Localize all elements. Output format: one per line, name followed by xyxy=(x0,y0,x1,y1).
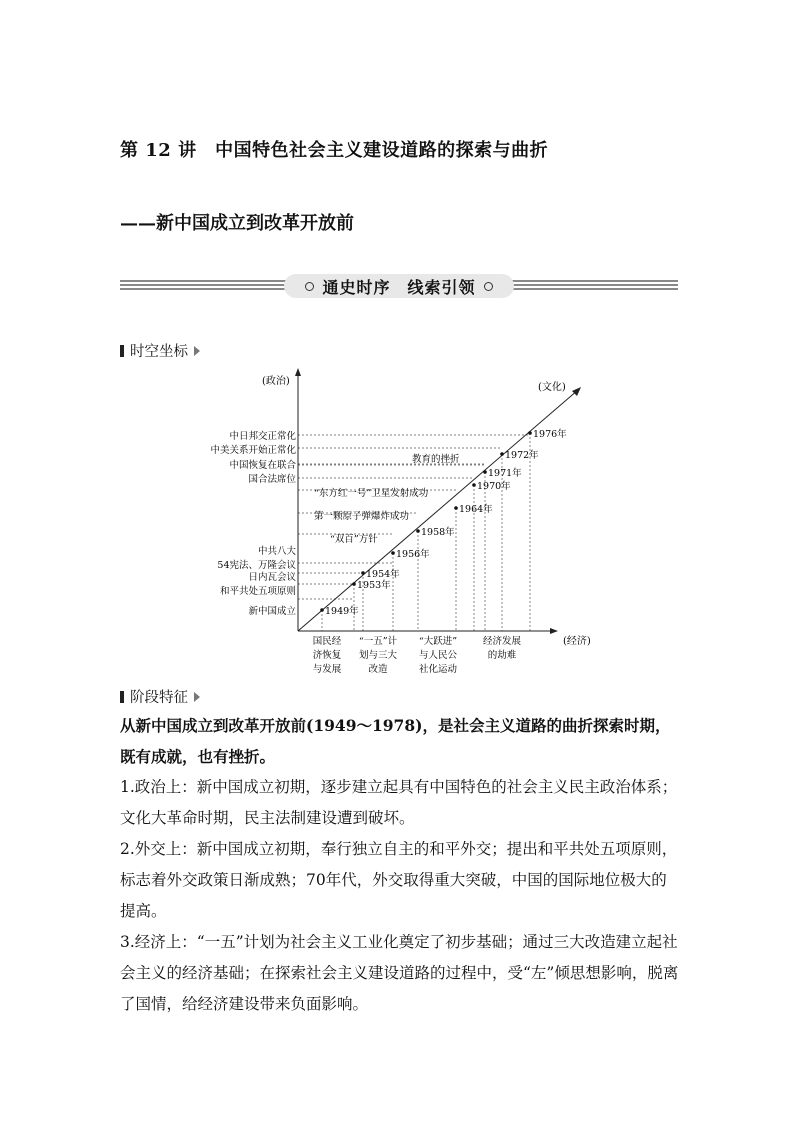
year-point xyxy=(391,551,395,555)
y-axis-label: (政治) xyxy=(262,376,290,387)
chart-axes xyxy=(262,368,591,647)
political-event: 日内瓦会议 xyxy=(248,572,296,583)
year-label: 1964年 xyxy=(459,504,493,515)
economic-period: “一五”计 xyxy=(358,636,398,647)
economic-period: “大跃进” xyxy=(418,636,458,647)
intro-paragraph: 从新中国成立到改革开放前(1949～1978)，是社会主义道路的曲折探索时期，既有成就，也有挫折。 xyxy=(120,716,671,766)
section-banner xyxy=(120,274,678,298)
year-label: 1953年 xyxy=(357,580,391,591)
bar-icon xyxy=(120,691,124,703)
political-event: 和平共处五项原则 xyxy=(219,586,296,597)
political-event: 54宪法、万隆会议 xyxy=(217,560,296,571)
paragraph-economy: 3.经济上：“一五”计划为社会主义工业化奠定了初步基础；通过三大改造建立起社会主义的经济基础；在探索社会主义建设道路的过程中，受“左”倾思想影响，脱离了国情，给经济建设带来负面影响。 xyxy=(120,933,679,1013)
page-title: 第 12 讲 中国特色社会主义建设道路的探索与曲折 xyxy=(120,140,549,161)
political-event: 国合法席位 xyxy=(248,474,296,485)
timeline-label-text: 时空坐标 xyxy=(130,344,188,360)
year-label: 1970年 xyxy=(477,481,511,492)
y-axis-arrow xyxy=(295,368,301,376)
year-point xyxy=(320,608,324,612)
economic-period: 济恢复 xyxy=(312,650,342,661)
cultural-event: 第一颗原子弹爆炸成功 xyxy=(314,511,410,522)
political-event: 中共八大 xyxy=(257,546,296,557)
year-label: 1954年 xyxy=(366,569,400,580)
year-point xyxy=(352,582,356,586)
cultural-event: 教育的挫折 xyxy=(412,454,460,465)
features-section-label xyxy=(120,686,200,707)
triangle-right-icon xyxy=(194,692,200,702)
banner-text: 通史时序 线索引领 xyxy=(322,277,476,297)
timeline-section-label xyxy=(120,340,200,361)
circle-icon xyxy=(484,282,493,291)
political-event: 新中国成立 xyxy=(248,606,296,617)
economic-period: 国民经 xyxy=(312,636,342,647)
year-point xyxy=(361,571,365,575)
diagonal-axis-label: (文化) xyxy=(538,382,566,393)
cultural-event: “东方红一号”卫星发射成功 xyxy=(314,488,429,499)
economic-period: 改造 xyxy=(368,664,388,675)
cultural-event: “双百”方针 xyxy=(330,534,378,545)
timeline-chart xyxy=(200,366,620,678)
year-label: 1972年 xyxy=(505,450,539,461)
year-point xyxy=(416,529,420,533)
economic-period: 经济发展 xyxy=(482,636,522,647)
features-label-text: 阶段特征 xyxy=(130,690,188,706)
banner-lines-right xyxy=(508,280,678,294)
year-label: 1976年 xyxy=(533,429,567,440)
paragraph-politics: 1.政治上：新中国成立初期，逐步建立起具有中国特色的社会主义民主政治体系；文化大革命时期，民主法制建设遭到破坏。 xyxy=(120,778,678,827)
banner-lines-left xyxy=(120,280,290,294)
paragraph-diplomacy: 2.外交上：新中国成立初期，奉行独立自主的和平外交；提出和平共处五项原则，标志着外交政策日渐成熟；70年代，外交取得重大突破，中国的国际地位极大的提高。 xyxy=(120,840,678,920)
economic-period: 划与三大 xyxy=(358,650,398,661)
banner-pill xyxy=(284,274,514,298)
year-label: 1971年 xyxy=(488,468,522,479)
triangle-right-icon xyxy=(194,346,200,356)
year-point xyxy=(472,483,476,487)
economic-period: 与发展 xyxy=(312,664,342,675)
year-label: 1956年 xyxy=(396,549,430,560)
year-label: 1958年 xyxy=(421,527,455,538)
political-event: 中国恢复在联合 xyxy=(229,460,296,471)
circle-icon xyxy=(305,282,314,291)
political-event: 中日邦交正常化 xyxy=(229,431,296,442)
political-event: 中美关系开始正常化 xyxy=(210,445,296,456)
economic-period: 社化运动 xyxy=(418,664,458,675)
x-axis-arrow xyxy=(550,628,558,634)
page-subtitle: ——新中国成立到改革开放前 xyxy=(120,213,354,234)
year-point xyxy=(454,506,458,510)
economic-period: 的劫难 xyxy=(487,650,517,661)
year-point xyxy=(500,452,504,456)
chart-marks xyxy=(210,428,567,675)
x-axis-label: (经济) xyxy=(563,636,591,647)
economic-period: 与人民公 xyxy=(418,650,458,661)
year-label: 1949年 xyxy=(325,606,359,617)
year-point xyxy=(483,470,487,474)
year-point xyxy=(528,431,532,435)
bar-icon xyxy=(120,345,124,357)
